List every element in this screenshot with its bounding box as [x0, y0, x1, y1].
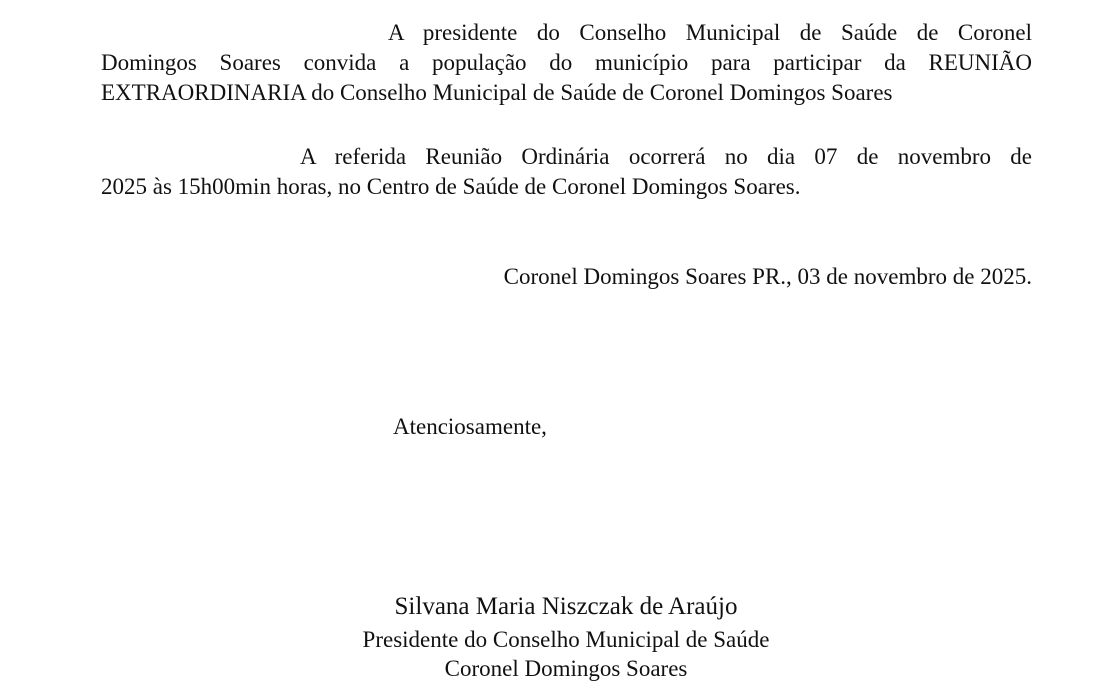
paragraph1-line1: A presidente do Conselho Municipal de Saúde de Coronel: [388, 20, 1032, 45]
signature-location: Coronel Domingos Soares: [444, 656, 688, 681]
signature-name: Silvana Maria Niszczak de Araújo: [394, 593, 738, 620]
paragraph2-line2: 2025 às 15h00min horas, no Centro de Saúde de Coronel Domingos Soares.: [101, 174, 801, 199]
signature-title: Presidente do Conselho Municipal de Saúde: [362, 627, 770, 652]
paragraph2-line1: A referida Reunião Ordinária ocorrerá no dia 07 de novembro de: [300, 144, 1032, 169]
closing: Atenciosamente,: [393, 414, 547, 439]
paragraph1-line2: Domingos Soares convida a população do município para participar da REUNIÃO: [101, 50, 1032, 75]
paragraph1-line3: EXTRAORDINARIA do Conselho Municipal de Saúde de Coronel Domingos Soares: [101, 80, 893, 105]
place-date: Coronel Domingos Soares PR., 03 de novembro de 2025.: [503, 264, 1032, 289]
